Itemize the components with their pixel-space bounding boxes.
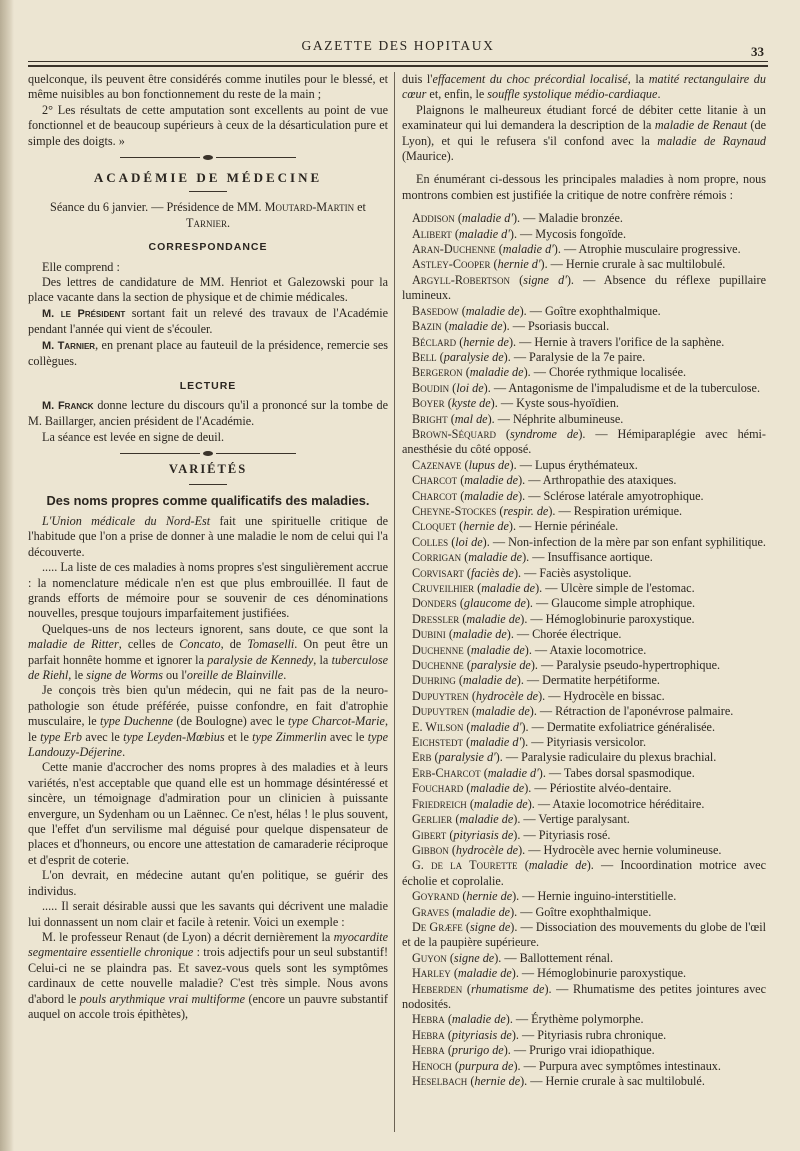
eponym-name: Cheyne-Stockes — [412, 503, 497, 518]
eponym-qualifier: maladie de — [466, 611, 521, 626]
disease-entry: Hebra (pityriasis de). — Pityriasis rubra chronique. — [412, 1027, 667, 1042]
eponym-name: Béclard — [412, 334, 457, 349]
eponym-qualifier: maladie de — [462, 673, 517, 688]
eponym-qualifier: paralysie d' — [438, 750, 496, 765]
eponym-name: Alibert — [412, 226, 452, 241]
eponym-description: . — Goître exophthalmique. — [523, 303, 661, 318]
disease-entry: Duhring (maladie de). — Dermatite herpétiforme. — [412, 673, 660, 688]
lecture-heading: LECTURE — [179, 379, 237, 392]
disease-entry: Argyll-Robertson (signe d'). — Absence du réflexe pupillaire lumineux. — [402, 272, 766, 303]
eponym-name: G. de la Tourette — [412, 858, 518, 873]
eponym-name: Heberden — [412, 981, 463, 996]
article-paragraph-5: Cette manie d'accrocher des noms propres à des maladies et à leurs variétés, n'est acceptable que quand elle est un hommage désintéressé et sincère, un témoignage d'admiration pour un clinicien à puissante envergure, un Sydenham ou un Laënnec. Ce n'est, hélas ! le plus souvent, que l'effet d'un servilisme mal déguisé pour quelque dispensateur de places et d'honneurs, ou encore une attestation de camaraderie réciproque et d'esprit de coterie. — [28, 760, 388, 867]
eponym-qualifier: signe de — [469, 919, 511, 934]
disease-entry: G. de la Tourette (maladie de). — Incoordination motrice avec écholie et coprolalie. — [402, 858, 766, 888]
disease-entry: Erb-Charcot (maladie d'). — Tabes dorsal spasmodique. — [412, 765, 695, 780]
eponym-name: Addison — [412, 211, 455, 226]
eponym-description: . — Hernie à travers l'orifice de la saphène. — [513, 334, 725, 349]
eponym-qualifier: hernie de — [463, 519, 509, 534]
eponym-description: . — Paralysie radiculaire du plexus brachial. — [499, 750, 717, 765]
eponym-qualifier: signe d' — [523, 272, 567, 287]
eponym-qualifier: maladie d' — [458, 226, 510, 241]
eponym-description: . — Hernie inguino-interstitielle. — [516, 889, 677, 904]
eponym-qualifier: maladie de — [481, 581, 536, 595]
eponym-description: . — Paralysie de la 7e paire. — [507, 349, 646, 364]
eponym-qualifier: hydrocèle de — [475, 688, 539, 703]
eponym-name: Duchenne — [412, 658, 464, 673]
disease-entry: Colles (loi de). — Non-infection de la mère par son enfant syphilitique. — [412, 534, 766, 549]
disease-entry: Astley-Cooper (hernie d'). — Hernie crurale à sac multilobulé. — [412, 257, 726, 272]
eponym-qualifier: respir. de — [503, 503, 549, 518]
eponym-name: Hebra — [412, 1027, 445, 1042]
eponym-description: . — Lupus érythémateux. — [513, 457, 638, 472]
eponym-qualifier: paralysie de — [443, 349, 504, 364]
eponym-qualifier: maladie de — [456, 904, 511, 919]
eponym-description: . — Néphrite albumineuse. — [491, 411, 624, 426]
left-column — [28, 72, 388, 1022]
eponym-description: . — Kyste sous-hyoïdien. — [494, 396, 619, 411]
eponym-qualifier: loi de — [456, 380, 484, 395]
franck-name: M. Franck — [42, 399, 94, 412]
eponym-qualifier: kyste de — [451, 396, 491, 411]
eponym-qualifier: hydrocèle de — [455, 842, 519, 857]
eponym-description: . — Chorée rythmique localisée. — [527, 365, 687, 380]
eponym-name: Hebra — [412, 1012, 445, 1027]
eponym-description: . — Non-infection de la mère par son enfant syphilitique. — [486, 534, 766, 549]
disease-entry: Boudin (loi de). — Antagonisme de l'impaludisme et de la tuberculose. — [412, 380, 761, 395]
disease-entry: Addison (maladie d'). — Maladie bronzée. — [412, 211, 623, 226]
eponym-name: Erb-Charcot — [412, 765, 481, 780]
eponym-qualifier: lupus de — [468, 457, 510, 472]
eponym-description: . — Goître exophthalmique. — [514, 904, 652, 919]
eponym-name: Astley-Cooper — [412, 257, 491, 272]
disease-entry: Hebra (maladie de). — Érythème polymorphe. — [412, 1012, 644, 1027]
academie-heading: ACADÉMIE DE MÉDECINE — [93, 170, 323, 186]
eponym-name: Friedreich — [412, 796, 467, 811]
eponym-description: . — Pityriasis rosé. — [517, 827, 611, 842]
eponym-description: . — Faciès asystolique. — [518, 565, 632, 580]
eponym-description: . — Ulcère simple de l'estomac. — [539, 581, 695, 595]
disease-entry: Bergeron (maladie de). — Chorée rythmique localisée. — [412, 365, 687, 380]
disease-entry: Dupuytren (maladie de). — Rétraction de l'aponévrose palmaire. — [412, 704, 734, 719]
eponym-description: . — Prurigo vrai idiopathique. — [507, 1043, 655, 1058]
eponym-name: Cloquet — [412, 519, 457, 534]
eponym-name: Colles — [412, 534, 449, 549]
disease-entry: Bell (paralysie de). — Paralysie de la 7e paire. — [412, 349, 646, 364]
eponym-description: . — Ballottement rénal. — [498, 950, 613, 965]
eponym-name: Gerlier — [412, 812, 453, 827]
president-text: sortant fait un relevé des travaux de l'Académie pendant l'année qui vient de s'écouler. — [28, 305, 389, 337]
disease-entry: Donders (glaucome de). — Glaucome simple atrophique. — [412, 596, 696, 611]
disease-entry: Gibbon (hydrocèle de). — Hydrocèle avec hernie volumineuse. — [412, 842, 722, 857]
disease-entry: Graves (maladie de). — Goître exophthalmique. — [412, 904, 652, 919]
franck-text: donne lecture du discours qu'il a prononcé sur la tombe de M. Baillarger, ancien président de l'Académie. — [28, 397, 388, 429]
eponym-name: Bazin — [412, 319, 442, 334]
eponym-description: . — Pityriasis rubra chronique. — [515, 1027, 667, 1042]
eponym-description: . — Vertige paralysant. — [517, 812, 630, 827]
eponym-description: . — Hémiparaplégie avec hémi-anesthésie du côté opposé. — [402, 426, 766, 457]
disease-entry: Gibert (pityriasis de). — Pityriasis rosé. — [412, 827, 611, 842]
short-rule-2 — [189, 484, 227, 485]
eponym-description: . — Arthropathie des ataxiques. — [522, 473, 677, 488]
page-binding-shadow — [0, 0, 14, 1151]
eponym-description: . — Ataxie locomotrice. — [528, 642, 647, 657]
eponym-name: Gibbon — [412, 842, 449, 857]
disease-entry: Béclard (hernie de). — Hernie à travers l'orifice de la saphène. — [412, 334, 725, 349]
disease-entry: Cheyne-Stockes (respir. de). — Respiration urémique. — [412, 503, 683, 518]
eponym-qualifier: hernie de — [474, 1074, 521, 1088]
eponym-name: Henoch — [412, 1058, 452, 1073]
eponym-qualifier: maladie de — [469, 365, 524, 380]
seance-president-2: Tarnier. — [186, 215, 230, 230]
disease-entry: Friedreich (maladie de). — Ataxie locomotrice héréditaire. — [412, 796, 705, 811]
eponym-description: . — Hernie crurale à sac multilobulé. — [524, 1074, 705, 1088]
eponym-name: Dressler — [412, 611, 460, 626]
eponym-description: . — Hémoglobinurie paroxystique. — [515, 966, 687, 981]
eponym-qualifier: maladie d' — [470, 735, 522, 750]
disease-entry: De Græfe (signe de). — Dissociation des mouvements du globe de l'œil et de la paupière supérieure. — [402, 919, 766, 950]
eponym-name: Goyrand — [412, 889, 460, 904]
correspondance-intro: Elle comprend : — [42, 259, 120, 274]
eponym-description: . — Dermatite herpétiforme. — [520, 673, 660, 688]
section-ornament-rule — [28, 155, 388, 160]
eponym-name: Hebra — [412, 1043, 445, 1058]
eponym-description: . — Antagonisme de l'impaludisme et de la tuberculose. — [487, 380, 761, 395]
disease-entry: Charcot (maladie de). — Arthropathie des ataxiques. — [412, 473, 677, 488]
disease-entry: Bazin (maladie de). — Psoriasis buccal. — [412, 319, 610, 334]
eponym-qualifier: maladie de — [457, 966, 512, 981]
article-paragraph-7: ..... Il serait désirable aussi que les savants qui décrivent une maladie lui donnassent un nom clair et facile à retenir. Voici un exemple : — [28, 899, 388, 929]
eponym-qualifier: rhumatisme de — [470, 981, 545, 996]
eponym-name: De Græfe — [412, 919, 463, 934]
disease-entry: Heselbach (hernie de). — Hernie crurale à sac multilobulé. — [412, 1074, 705, 1088]
eponym-qualifier: maladie de — [459, 812, 514, 827]
disease-entry: Gerlier (maladie de). — Vertige paralysant. — [412, 812, 630, 827]
eponym-description: . — Paralysie pseudo-hypertrophique. — [534, 658, 721, 673]
eponym-name: Donders — [412, 596, 457, 611]
eponym-qualifier: maladie de — [448, 319, 503, 334]
eponym-description: . — Ataxie locomotrice héréditaire. — [531, 796, 705, 811]
eponym-description: . — Mycosis fongoïde. — [513, 226, 627, 241]
disease-entry: Duchenne (paralysie de). — Paralysie pseudo-hypertrophique. — [412, 658, 721, 673]
article-paragraph-3: Quelques-uns de nos lecteurs ignorent, sans doute, ce que sont la maladie de Ritter, celles de Concato, de Tomaselli. On peut être un parfait honnête homme et ignorer la paralysie de Kennedy, la tuberculose de Riehl, le signe de Worms ou l'oreille de Blainville. — [28, 621, 388, 682]
eponym-qualifier: maladie d' — [470, 719, 522, 734]
eponym-description: . — Hernie crurale à sac multilobulé. — [544, 257, 726, 272]
disease-entry: Dressler (maladie de). — Hémoglobinurie paroxystique. — [412, 611, 695, 626]
eponym-name: Fouchard — [412, 781, 464, 796]
eponym-name: Aran-Duchenne — [412, 242, 496, 257]
disease-entry: Alibert (maladie d'). — Mycosis fongoïde. — [412, 226, 627, 241]
disease-entry: Boyer (kyste de). — Kyste sous-hyoïdien. — [412, 396, 619, 411]
eponym-description: . — Glaucome simple atrophique. — [529, 596, 696, 611]
eponym-qualifier: maladie de — [464, 488, 519, 503]
disease-entry: Duchenne (maladie de). — Ataxie locomotrice. — [412, 642, 647, 657]
eponym-qualifier: hernie de — [466, 889, 513, 904]
eponym-description: . — Pityriasis versicolor. — [525, 735, 646, 750]
eponym-qualifier: loi de — [455, 534, 483, 549]
short-rule — [189, 191, 227, 192]
article-paragraph-4: Je conçois très bien qu'un médecin, qui ne fait pas de la neuro-pathologie son étude préférée, puisse confondre, en fait d'atrophie musculaire, le type Duchenne (de Boulogne) avec le type Charcot-Marie, le type Erb avec le type Leyden-Mœbius et le type Zimmerlin avec le type Landouzy-Déjerine. — [28, 683, 389, 760]
disease-entry: Brown-Séquard (syndrome de). — Hémiparaplégie avec hémi-anesthésie du côté opposé. — [402, 426, 766, 457]
disease-entry: Basedow (maladie de). — Goître exophthalmique. — [412, 303, 661, 318]
eponym-description: . — Périostite alvéo-dentaire. — [528, 781, 672, 796]
column-divider — [394, 72, 395, 1132]
eponym-description: . — Absence du réflexe pupillaire lumineux. — [402, 272, 766, 303]
seance-mid: et — [354, 200, 366, 215]
eponym-description: . — Sclérose latérale amyotrophique. — [522, 488, 704, 503]
seance-president-1: Moutard-Martin — [264, 200, 355, 215]
eponym-qualifier: pityriasis de — [453, 827, 514, 842]
eponym-qualifier: hernie de — [463, 334, 509, 349]
header-rule — [28, 61, 768, 62]
eponym-qualifier: maladie de — [465, 303, 520, 318]
eponym-description: . — Rhumatisme des petites jointures avec nodosités. — [402, 981, 766, 1011]
article-title: Des noms propres comme qualificatifs des maladies. — [46, 492, 370, 508]
eponym-qualifier: maladie de — [468, 550, 523, 565]
eponym-name: Charcot — [412, 488, 458, 503]
correspondance-heading: CORRESPONDANCE — [148, 241, 268, 254]
eponym-name: Graves — [412, 904, 450, 919]
eponym-description: . — Psoriasis buccal. — [506, 319, 610, 334]
eponym-name: Bell — [412, 349, 437, 364]
eponym-qualifier: maladie d' — [502, 242, 554, 257]
disease-entry: Bright (mal de). — Néphrite albumineuse. — [412, 411, 624, 426]
disease-entry: Aran-Duchenne (maladie d'). — Atrophie musculaire progressive. — [412, 242, 741, 257]
eponym-name: Erb — [412, 750, 432, 765]
eponym-description: . — Chorée électrique. — [510, 627, 622, 642]
seance-prefix: Séance du 6 janvier. — Présidence de MM. — [50, 200, 265, 215]
eponym-name: Charcot — [412, 473, 458, 488]
eponym-description: . — Rétraction de l'aponévrose palmaire. — [533, 704, 734, 719]
eponym-name: Eichstedt — [412, 735, 463, 750]
eponym-qualifier: glaucome de — [463, 596, 526, 611]
disease-entry: Harley (maladie de). — Hémoglobinurie paroxystique. — [412, 966, 687, 981]
disease-entry: Charcot (maladie de). — Sclérose latérale amyotrophique. — [412, 488, 704, 503]
eponym-description: . — Respiration urémique. — [552, 503, 683, 518]
eponym-description: . — Hydrocèle en bissac. — [542, 688, 665, 703]
intro-paragraph-2: 2° Les résultats de cette amputation sont excellents au point de vue fonctionnel et de beaucoup supérieurs à ceux de la désarticulation pure et simple des doigts. » — [28, 102, 388, 148]
eponym-name: Cazenave — [412, 457, 462, 472]
eponym-name: Duhring — [412, 673, 456, 688]
eponym-description: . — Hernie périnéale. — [512, 519, 619, 534]
eponym-description: . — Atrophie musculaire progressive. — [557, 242, 741, 257]
varietes-heading: VARIÉTÉS — [168, 462, 248, 477]
eponym-name: Gibert — [412, 827, 447, 842]
eponym-qualifier: faciès de — [470, 565, 514, 580]
eponym-qualifier: maladie de — [464, 473, 519, 488]
eponym-name: Corvisart — [412, 565, 464, 580]
seance-line — [28, 200, 388, 231]
tarnier-text: , en prenant place au fauteuil de la présidence, remercie ses collègues. — [28, 337, 388, 369]
eponym-name: Boyer — [412, 396, 445, 411]
section-ornament-rule-2 — [28, 451, 388, 456]
article-p1-text: fait une spirituelle critique de l'habitude que l'on a prise de donner à une maladie le nom de celui qui l'a découverte. — [28, 513, 388, 559]
disease-entry: Heberden (rhumatisme de). — Rhumatisme des petites jointures avec nodosités. — [402, 981, 766, 1011]
seance-levee: La séance est levée en signe de deuil. — [42, 429, 225, 444]
right-paragraph-2: Plaignons le malheureux étudiant forcé de débiter cette litanie à un examinateur qui lui demandera la description de la maladie de Renaut (de Lyon), et qui le refusera s'il confond avec la maladie de Raynaud (Maurice). — [402, 102, 767, 164]
disease-entry: Fouchard (maladie de). — Périostite alvéo-dentaire. — [412, 781, 672, 796]
eponym-description: . — Hémoglobinurie paroxystique. — [524, 611, 695, 626]
article-paragraph-8: M. le professeur Renaut (de Lyon) a décrit dernièrement la myocardite segmentaire essentielle chronique : trois adjectifs pour un seul substantif! Celui-ci ne se plaindra pas. Et savez-vous quels sont les symptômes cardinaux de cette nouvelle maladie? C'est très simple. Nous avons d'abord le pouls arythmique vrai multiforme (encore un pauvre substantif auquel on accole trois épithètes), — [28, 929, 389, 1021]
eponym-description: . — Dissociation des mouvements du globe de l'œil et de la paupière supérieure. — [402, 919, 766, 950]
disease-entry: Cazenave (lupus de). — Lupus érythémateux. — [412, 457, 638, 472]
eponym-name: Dupuytren — [412, 688, 469, 703]
disease-list — [402, 211, 766, 1089]
eponym-qualifier: maladie de — [470, 642, 525, 657]
eponym-description: . — Hydrocèle avec hernie volumineuse. — [522, 842, 722, 857]
eponym-qualifier: maladie de — [452, 627, 507, 642]
eponym-description: . — Purpura avec symptômes intestinaux. — [517, 1058, 721, 1073]
page-number: 33 — [751, 44, 764, 59]
eponym-description: . — Incoordination motrice avec écholie et coprolalie. — [402, 858, 766, 888]
right-paragraph-3: En énumérant ci-dessous les principales maladies à nom propre, nous montrons combien est justifiée la critique de notre confrère rémois : — [402, 172, 766, 202]
eponym-qualifier: syndrome de — [509, 426, 579, 441]
eponym-qualifier: pityriasis de — [451, 1027, 512, 1042]
eponym-qualifier: maladie de — [451, 1012, 506, 1027]
eponym-name: Boudin — [412, 380, 450, 395]
eponym-name: Heselbach — [412, 1074, 468, 1088]
article-paragraph-6: L'on devrait, en médecine autant qu'en politique, se guérir des individus. — [28, 868, 388, 898]
tarnier-name: M. Tarnier — [42, 339, 96, 352]
eponym-name: Corrigan — [412, 550, 462, 565]
eponym-name: Guyon — [412, 950, 447, 965]
page-header — [28, 38, 768, 68]
eponym-description: . — Tabes dorsal spasmodique. — [542, 765, 695, 780]
disease-entry: Henoch (purpura de). — Purpura avec symptômes intestinaux. — [412, 1058, 721, 1073]
disease-entry: Erb (paralysie d'). — Paralysie radiculaire du plexus brachial. — [412, 750, 717, 765]
tarnier-paragraph — [28, 338, 388, 370]
disease-entry: Hebra (prurigo de). — Prurigo vrai idiopathique. — [412, 1043, 655, 1058]
right-column — [402, 72, 766, 1089]
eponym-name: Basedow — [412, 303, 459, 318]
franck-paragraph — [28, 398, 388, 430]
eponym-qualifier: maladie d' — [461, 211, 513, 226]
eponym-description: . — Dermatite exfoliatrice généralisée. — [525, 719, 716, 734]
eponym-name: Harley — [412, 966, 451, 981]
eponym-description: . — Maladie bronzée. — [517, 211, 623, 226]
eponym-qualifier: prurigo de — [451, 1043, 504, 1058]
disease-entry: Goyrand (hernie de). — Hernie inguino-interstitielle. — [412, 889, 677, 904]
correspondance-text: Des lettres de candidature de MM. Henriot et Galezowski pour la place vacante dans la section de physique et de chimie médicales. — [28, 275, 388, 305]
eponym-name: Dubini — [412, 627, 446, 642]
eponym-qualifier: hernie d' — [497, 257, 541, 272]
eponym-qualifier: maladie d' — [487, 765, 539, 780]
eponym-qualifier: purpura de — [458, 1058, 514, 1073]
disease-entry: E. Wilson (maladie d'). — Dermatite exfoliatrice généralisée. — [412, 719, 716, 734]
president-name: M. le Président — [42, 307, 126, 320]
disease-entry: Dupuytren (hydrocèle de). — Hydrocèle en bissac. — [412, 688, 665, 703]
eponym-name: E. Wilson — [412, 719, 464, 734]
eponym-name: Bright — [412, 411, 448, 426]
disease-entry: Cruveilhier (maladie de). — Ulcère simple de l'estomac. — [412, 581, 695, 595]
disease-entry: Cloquet (hernie de). — Hernie périnéale. — [412, 519, 619, 534]
eponym-name: Brown-Séquard — [412, 426, 496, 441]
eponym-name: Dupuytren — [412, 704, 469, 719]
article-paragraph-2: ..... La liste de ces maladies à noms propres s'est singulièrement accrue : la nomenclature médicale n'en est que plus embrouillée. Il faut de grands efforts de mémoire pour se souvenir de ces dénominations nouvelles, presque toujours imparfaitement justifiées. — [28, 560, 388, 621]
intro-paragraph-1: quelconque, ils peuvent être considérés comme inutiles pour le blessé, et même nuisibles au bon fonctionnement du reste de la main ; — [28, 72, 388, 102]
header-rule-thick — [28, 65, 768, 67]
eponym-description: . — Érythème polymorphe. — [509, 1012, 644, 1027]
disease-entry: Guyon (signe de). — Ballottement rénal. — [412, 950, 613, 965]
eponym-qualifier: paralysie de — [470, 658, 531, 673]
eponym-name: Argyll-Robertson — [412, 272, 510, 287]
eponym-qualifier: maladie de — [470, 781, 525, 796]
right-paragraph-1: duis l'effacement du choc précordial localisé, la matité rectangulaire du cœur et, enfin, le souffle systolique médio-cardiaque. — [402, 72, 766, 102]
eponym-qualifier: maladie de — [528, 858, 587, 873]
disease-entry: Corrigan (maladie de). — Insuffisance aortique. — [412, 550, 653, 565]
eponym-qualifier: mal de — [454, 411, 488, 426]
eponym-qualifier: maladie de — [475, 704, 530, 719]
disease-entry: Dubini (maladie de). — Chorée électrique. — [412, 627, 622, 642]
eponym-name: Cruveilhier — [412, 581, 475, 595]
eponym-qualifier: maladie de — [473, 796, 528, 811]
eponym-name: Bergeron — [412, 365, 463, 380]
eponym-description: . — Insuffisance aortique. — [526, 550, 653, 565]
eponym-name: Duchenne — [412, 642, 464, 657]
disease-entry: Corvisart (faciès de). — Faciès asystolique. — [412, 565, 632, 580]
article-paragraph-1 — [28, 514, 388, 560]
journal-name: L'Union médicale du Nord-Est — [42, 513, 211, 528]
eponym-qualifier: signe de — [453, 950, 495, 965]
disease-entry: Eichstedt (maladie d'). — Pityriasis versicolor. — [412, 735, 646, 750]
president-paragraph — [28, 306, 388, 338]
journal-title: GAZETTE DES HOPITAUX — [301, 38, 495, 53]
